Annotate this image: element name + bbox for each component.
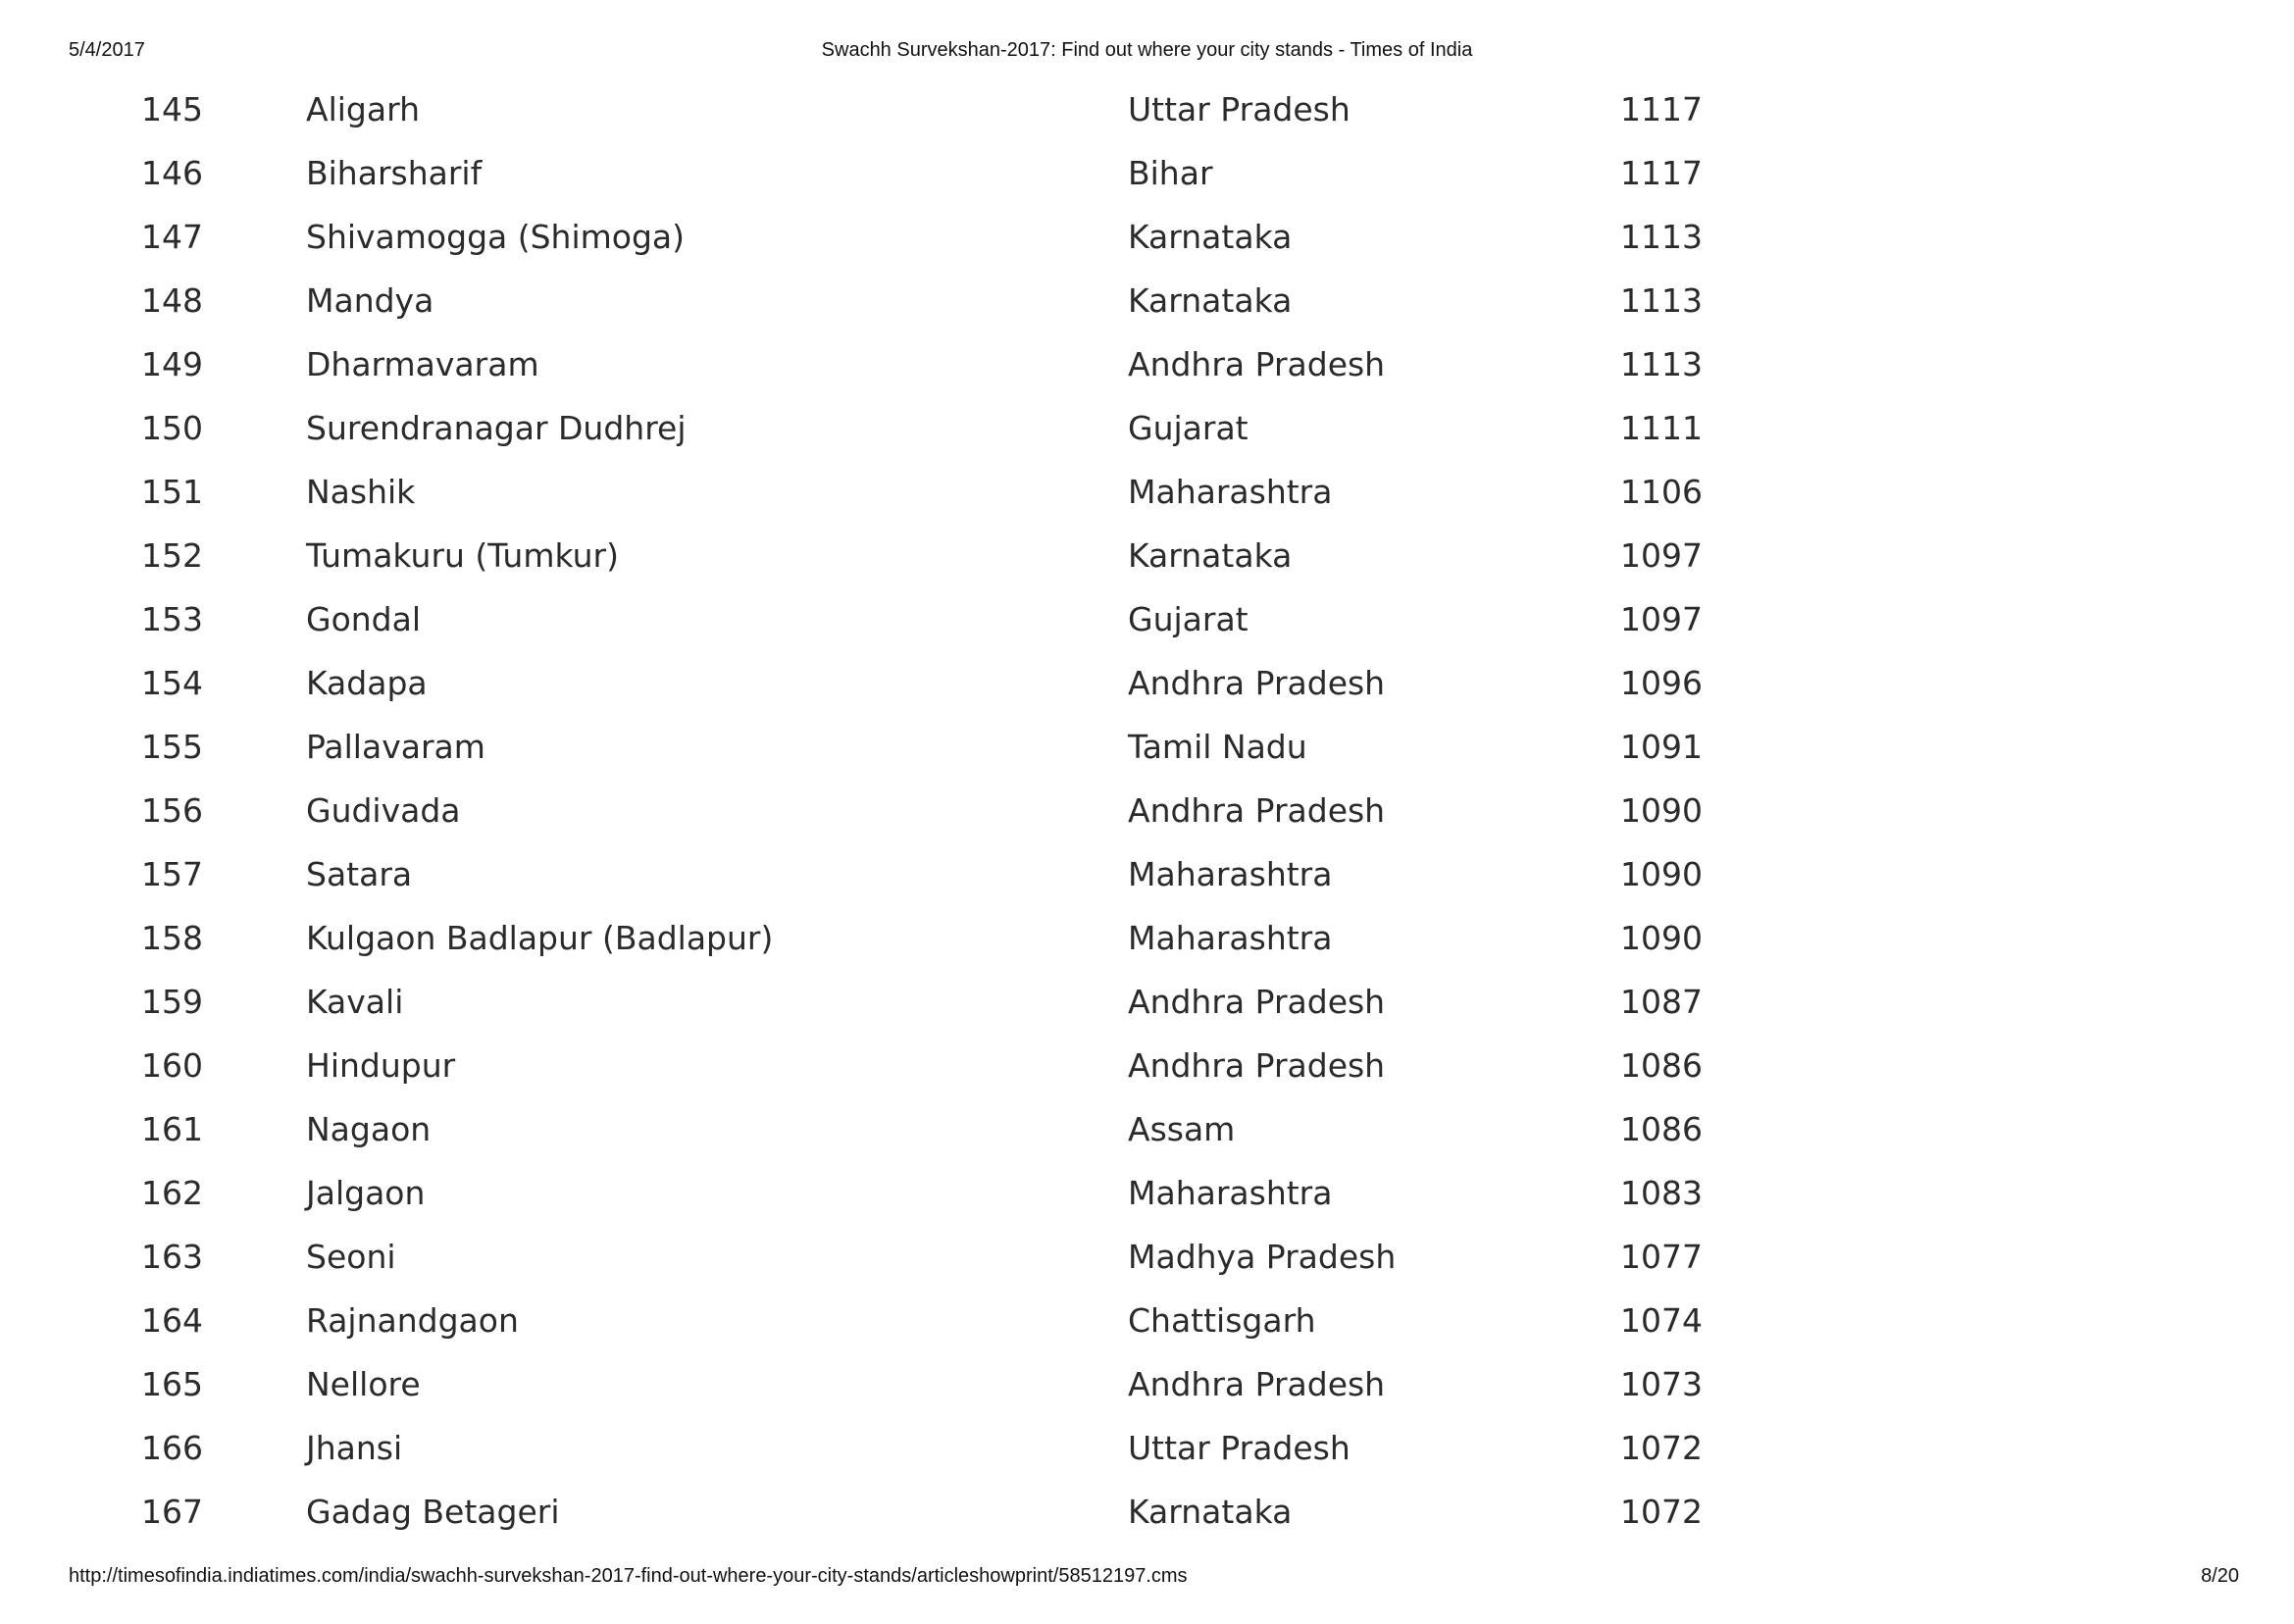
city-cell: Hindupur <box>306 1046 456 1085</box>
rank-cell: 157 <box>141 855 203 893</box>
city-cell: Nagaon <box>306 1110 432 1148</box>
state-cell: Maharashtra <box>1128 855 1333 893</box>
table-row <box>141 660 1809 724</box>
score-cell: 1117 <box>1620 154 1703 192</box>
city-cell: Kulgaon Badlapur (Badlapur) <box>306 919 774 957</box>
rank-cell: 166 <box>141 1429 203 1467</box>
rank-cell: 147 <box>141 218 203 256</box>
rank-cell: 149 <box>141 345 203 383</box>
score-cell: 1106 <box>1620 473 1703 511</box>
city-cell: Jalgaon <box>306 1174 426 1212</box>
print-header <box>0 39 2294 67</box>
rank-cell: 148 <box>141 281 203 320</box>
rank-cell: 146 <box>141 154 203 192</box>
state-cell: Maharashtra <box>1128 919 1333 957</box>
city-cell: Gadag Betageri <box>306 1493 560 1531</box>
score-cell: 1087 <box>1620 983 1703 1021</box>
table-row <box>141 1361 1809 1425</box>
table-row <box>141 1297 1809 1361</box>
rank-cell: 156 <box>141 791 203 830</box>
score-cell: 1111 <box>1620 409 1703 447</box>
state-cell: Gujarat <box>1128 409 1249 447</box>
rank-cell: 153 <box>141 600 203 638</box>
rank-cell: 164 <box>141 1301 203 1340</box>
table-row <box>141 1234 1809 1297</box>
city-cell: Biharsharif <box>306 154 483 192</box>
state-cell: Andhra Pradesh <box>1128 664 1386 702</box>
city-cell: Pallavaram <box>306 728 485 766</box>
state-cell: Andhra Pradesh <box>1128 345 1386 383</box>
table-row <box>141 86 1809 150</box>
state-cell: Maharashtra <box>1128 1174 1333 1212</box>
state-cell: Karnataka <box>1128 1493 1293 1531</box>
state-cell: Andhra Pradesh <box>1128 1046 1386 1085</box>
table-row <box>141 1489 1809 1552</box>
table-row <box>141 278 1809 341</box>
table-row <box>141 1042 1809 1106</box>
city-cell: Nellore <box>306 1365 421 1403</box>
city-cell: Tumakuru (Tumkur) <box>306 536 619 575</box>
rank-cell: 161 <box>141 1110 203 1148</box>
rank-cell: 165 <box>141 1365 203 1403</box>
city-cell: Nashik <box>306 473 416 511</box>
score-cell: 1113 <box>1620 345 1703 383</box>
page-title: Swachh Survekshan-2017: Find out where your city stands - Times of India <box>821 39 1473 61</box>
state-cell: Andhra Pradesh <box>1128 983 1386 1021</box>
rank-cell: 159 <box>141 983 203 1021</box>
rank-cell: 160 <box>141 1046 203 1085</box>
table-row <box>141 1425 1809 1489</box>
rank-cell: 150 <box>141 409 203 447</box>
city-cell: Mandya <box>306 281 434 320</box>
score-cell: 1072 <box>1620 1493 1703 1531</box>
table-row <box>141 915 1809 979</box>
city-cell: Kadapa <box>306 664 428 702</box>
score-cell: 1072 <box>1620 1429 1703 1467</box>
rank-cell: 152 <box>141 536 203 575</box>
state-cell: Uttar Pradesh <box>1128 1429 1351 1467</box>
table-row <box>141 533 1809 596</box>
table-row <box>141 214 1809 278</box>
score-cell: 1086 <box>1620 1110 1703 1148</box>
city-cell: Seoni <box>306 1238 396 1276</box>
state-cell: Bihar <box>1128 154 1213 192</box>
table-row <box>141 724 1809 787</box>
state-cell: Assam <box>1128 1110 1236 1148</box>
score-cell: 1117 <box>1620 90 1703 128</box>
ranking-table <box>141 86 1809 1552</box>
state-cell: Maharashtra <box>1128 473 1333 511</box>
state-cell: Andhra Pradesh <box>1128 1365 1386 1403</box>
rank-cell: 154 <box>141 664 203 702</box>
score-cell: 1097 <box>1620 600 1703 638</box>
city-cell: Shivamogga (Shimoga) <box>306 218 686 256</box>
score-cell: 1113 <box>1620 218 1703 256</box>
table-row <box>141 787 1809 851</box>
city-cell: Dharmavaram <box>306 345 539 383</box>
state-cell: Madhya Pradesh <box>1128 1238 1397 1276</box>
table-row <box>141 851 1809 915</box>
state-cell: Uttar Pradesh <box>1128 90 1351 128</box>
rank-cell: 163 <box>141 1238 203 1276</box>
print-date: 5/4/2017 <box>69 39 145 61</box>
table-row <box>141 1106 1809 1170</box>
page-number: 8/20 <box>2201 1565 2239 1587</box>
city-cell: Rajnandgaon <box>306 1301 519 1340</box>
table-row <box>141 1170 1809 1234</box>
rank-cell: 162 <box>141 1174 203 1212</box>
score-cell: 1073 <box>1620 1365 1703 1403</box>
table-row <box>141 979 1809 1042</box>
state-cell: Karnataka <box>1128 536 1293 575</box>
table-row <box>141 341 1809 405</box>
page-url[interactable]: http://timesofindia.indiatimes.com/india/swachh-survekshan-2017-find-out-where-your-city-stands/articleshowprint/58512197.cms <box>69 1565 1188 1587</box>
state-cell: Andhra Pradesh <box>1128 791 1386 830</box>
state-cell: Karnataka <box>1128 218 1293 256</box>
table-row <box>141 150 1809 214</box>
city-cell: Aligarh <box>306 90 420 128</box>
rank-cell: 167 <box>141 1493 203 1531</box>
city-cell: Gudivada <box>306 791 461 830</box>
score-cell: 1113 <box>1620 281 1703 320</box>
score-cell: 1090 <box>1620 855 1703 893</box>
score-cell: 1090 <box>1620 791 1703 830</box>
score-cell: 1086 <box>1620 1046 1703 1085</box>
score-cell: 1074 <box>1620 1301 1703 1340</box>
rank-cell: 145 <box>141 90 203 128</box>
rank-cell: 158 <box>141 919 203 957</box>
state-cell: Chattisgarh <box>1128 1301 1316 1340</box>
state-cell: Karnataka <box>1128 281 1293 320</box>
score-cell: 1083 <box>1620 1174 1703 1212</box>
table-row <box>141 405 1809 469</box>
score-cell: 1096 <box>1620 664 1703 702</box>
rank-cell: 155 <box>141 728 203 766</box>
print-footer <box>0 1565 2294 1593</box>
city-cell: Kavali <box>306 983 404 1021</box>
score-cell: 1091 <box>1620 728 1703 766</box>
rank-cell: 151 <box>141 473 203 511</box>
score-cell: 1097 <box>1620 536 1703 575</box>
city-cell: Gondal <box>306 600 422 638</box>
table-row <box>141 596 1809 660</box>
state-cell: Gujarat <box>1128 600 1249 638</box>
score-cell: 1090 <box>1620 919 1703 957</box>
city-cell: Surendranagar Dudhrej <box>306 409 687 447</box>
table-row <box>141 469 1809 533</box>
score-cell: 1077 <box>1620 1238 1703 1276</box>
state-cell: Tamil Nadu <box>1128 728 1307 766</box>
city-cell: Jhansi <box>306 1429 403 1467</box>
city-cell: Satara <box>306 855 413 893</box>
